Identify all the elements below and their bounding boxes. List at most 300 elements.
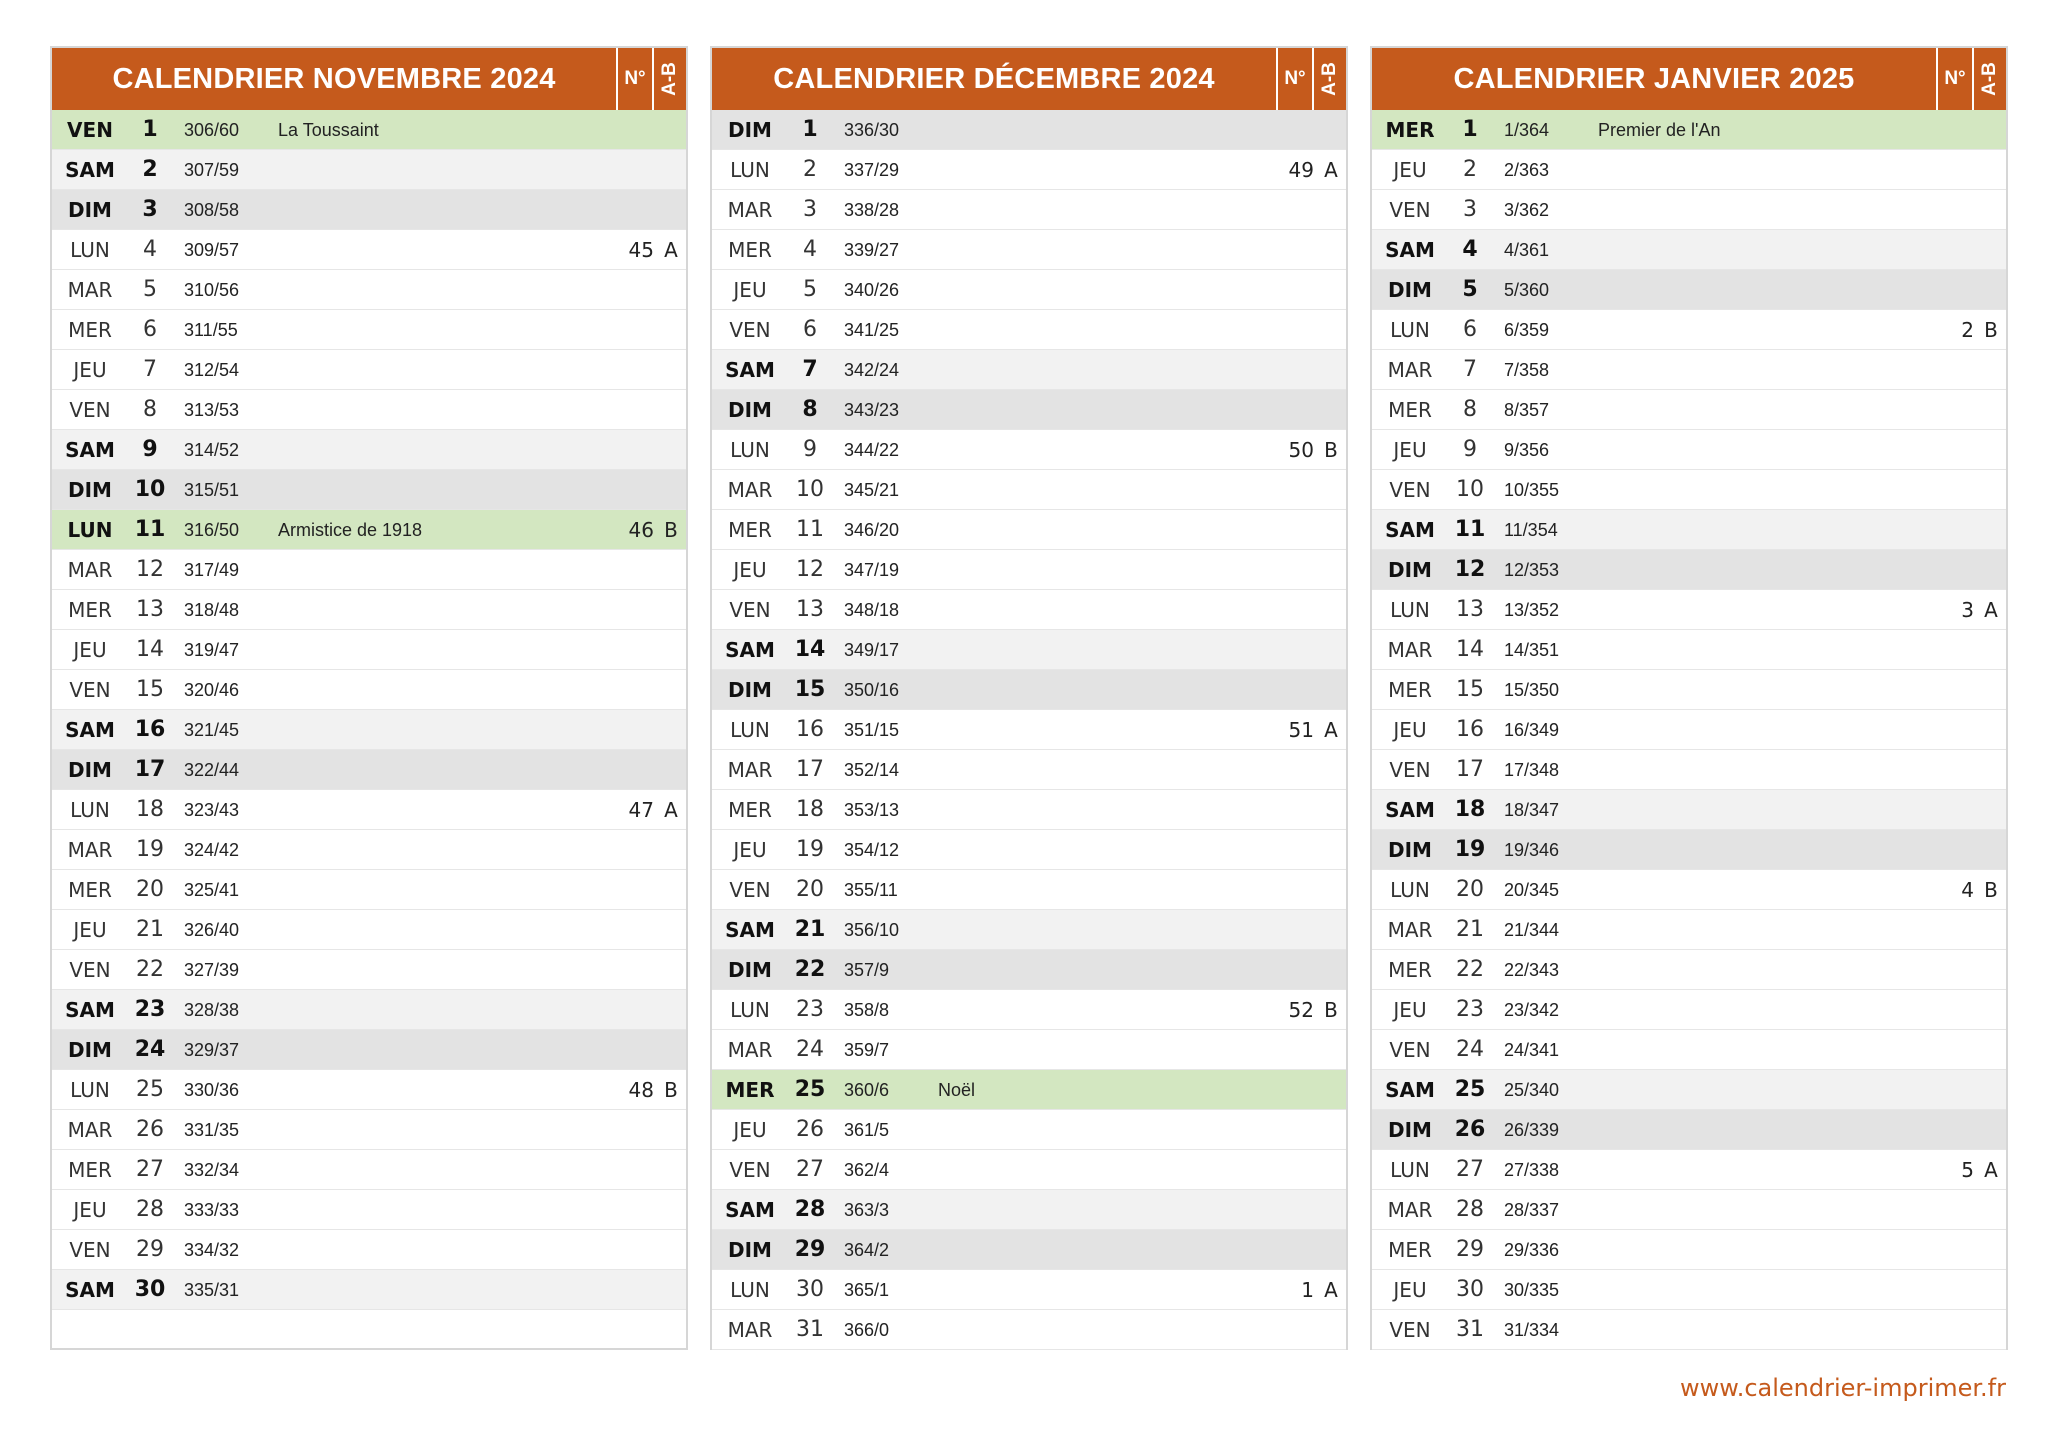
- day-row: [52, 1190, 686, 1230]
- ab-week: [1316, 510, 1346, 550]
- day-name: VEN: [69, 678, 111, 702]
- ab-week: [1976, 630, 2006, 670]
- event-label: [278, 390, 598, 430]
- day-row: [712, 350, 1346, 390]
- day-number: 16: [1456, 717, 1484, 742]
- day-row: [1372, 350, 2006, 390]
- day-number: 3: [1463, 197, 1477, 222]
- day-of-year: 331/35: [184, 1120, 240, 1140]
- day-row: [52, 270, 686, 310]
- day-of-year: 353/13: [844, 800, 900, 820]
- week-number-header: N°: [1936, 48, 1972, 110]
- day-of-year: 21/344: [1504, 920, 1560, 940]
- day-of-year: 20/345: [1504, 880, 1560, 900]
- event-label: [278, 630, 598, 670]
- day-number: 17: [134, 757, 166, 782]
- event-label: [278, 270, 598, 310]
- ab-week: [656, 950, 686, 990]
- day-row: [712, 510, 1346, 550]
- day-row: [1372, 990, 2006, 1030]
- ab-week: [1976, 950, 2006, 990]
- month-header: [52, 48, 686, 110]
- day-number: 23: [134, 997, 166, 1022]
- day-name: LUN: [730, 998, 770, 1022]
- day-row: [1372, 1110, 2006, 1150]
- day-row: [1372, 470, 2006, 510]
- day-number: 18: [796, 797, 824, 822]
- week-number: [612, 1270, 654, 1310]
- day-name: VEN: [1389, 198, 1431, 222]
- week-number: [1272, 1150, 1314, 1190]
- day-number: 7: [143, 357, 157, 382]
- ab-week: [656, 1030, 686, 1070]
- week-number: [612, 430, 654, 470]
- day-number: 23: [1456, 997, 1484, 1022]
- event-label: [938, 190, 1258, 230]
- ab-week: [1976, 510, 2006, 550]
- day-name: DIM: [728, 1238, 772, 1262]
- event-label: [938, 270, 1258, 310]
- day-row: [52, 710, 686, 750]
- day-number: 2: [803, 157, 817, 182]
- ab-week: [1316, 1190, 1346, 1230]
- day-of-year: 313/53: [184, 400, 240, 420]
- week-number: [612, 310, 654, 350]
- day-name: SAM: [1385, 238, 1435, 262]
- event-label: [1598, 470, 1918, 510]
- event-label: [278, 990, 598, 1030]
- day-row: [52, 750, 686, 790]
- day-row: [712, 910, 1346, 950]
- ab-week: [1976, 710, 2006, 750]
- event-label: [278, 350, 598, 390]
- ab-week: [1976, 390, 2006, 430]
- day-number: 25: [136, 1077, 164, 1102]
- week-number: [1932, 750, 1974, 790]
- week-number: 2: [1961, 318, 1974, 342]
- day-name: VEN: [67, 118, 113, 142]
- day-row: [52, 1270, 686, 1310]
- day-number: 14: [136, 637, 164, 662]
- day-number: 5: [803, 277, 817, 302]
- event-label: La Toussaint: [278, 120, 379, 140]
- week-number: [612, 350, 654, 390]
- ab-week: [656, 830, 686, 870]
- event-label: [1598, 950, 1918, 990]
- week-number: [612, 1030, 654, 1070]
- day-row: [52, 1110, 686, 1150]
- ab-week: [1976, 790, 2006, 830]
- day-of-year: 340/26: [844, 280, 900, 300]
- day-number: 19: [136, 837, 164, 862]
- ab-week: [1316, 1310, 1346, 1350]
- ab-week: [1316, 1030, 1346, 1070]
- day-of-year: 366/0: [844, 1320, 890, 1340]
- day-of-year: 14/351: [1504, 640, 1560, 660]
- event-label: [938, 390, 1258, 430]
- day-number: 19: [796, 837, 824, 862]
- day-name: MAR: [727, 758, 773, 782]
- day-name: VEN: [69, 958, 111, 982]
- day-row: [1372, 1030, 2006, 1070]
- ab-week-header-label: A-B: [1319, 62, 1340, 96]
- ab-week-header-label: A-B: [1979, 62, 2000, 96]
- day-of-year: 332/34: [184, 1160, 240, 1180]
- day-of-year: 339/27: [844, 240, 900, 260]
- event-label: [1598, 910, 1918, 950]
- day-of-year: 342/24: [844, 360, 900, 380]
- day-of-year: 360/6: [844, 1080, 890, 1100]
- event-label: [278, 1110, 598, 1150]
- day-number: 1: [142, 117, 158, 142]
- day-number: 13: [1456, 597, 1484, 622]
- event-label: [1598, 430, 1918, 470]
- month-november-2024: [50, 46, 688, 1350]
- event-label: [938, 1310, 1258, 1350]
- day-number: 10: [134, 477, 166, 502]
- day-name: VEN: [729, 1158, 771, 1182]
- day-row: [52, 1150, 686, 1190]
- day-of-year: 4/361: [1504, 240, 1550, 260]
- day-number: 2: [142, 157, 158, 182]
- day-number: 9: [803, 437, 817, 462]
- day-name: MER: [1388, 678, 1432, 702]
- day-name: DIM: [68, 478, 112, 502]
- day-of-year: 31/334: [1504, 1320, 1560, 1340]
- ab-week: B: [1324, 438, 1338, 462]
- day-row: [712, 630, 1346, 670]
- event-label: [1598, 1070, 1918, 1110]
- day-name: MER: [68, 598, 112, 622]
- day-name: JEU: [1393, 158, 1427, 182]
- week-number: [1272, 1310, 1314, 1350]
- ab-week: [656, 470, 686, 510]
- event-label: [278, 1150, 598, 1190]
- day-of-year: 17/348: [1504, 760, 1560, 780]
- event-label: [1598, 710, 1918, 750]
- day-number: 10: [1456, 477, 1484, 502]
- ab-week: B: [1984, 878, 1998, 902]
- event-label: [1598, 870, 1918, 910]
- day-row: [712, 190, 1346, 230]
- ab-week: [656, 630, 686, 670]
- day-of-year: 318/48: [184, 600, 240, 620]
- day-of-year: 311/55: [184, 320, 238, 340]
- day-of-year: 319/47: [184, 640, 240, 660]
- day-of-year: 310/56: [184, 280, 240, 300]
- day-name: MAR: [727, 1318, 773, 1342]
- day-name: JEU: [73, 1198, 107, 1222]
- ab-week: [1976, 430, 2006, 470]
- day-name: SAM: [1385, 798, 1435, 822]
- day-row: [52, 870, 686, 910]
- day-name: MER: [68, 318, 112, 342]
- day-of-year: 344/22: [844, 440, 900, 460]
- day-number: 25: [794, 1077, 826, 1102]
- day-row: [712, 1270, 1346, 1310]
- event-label: [938, 630, 1258, 670]
- day-of-year: 2/363: [1504, 160, 1550, 180]
- day-row: [52, 510, 686, 550]
- day-of-year: 349/17: [844, 640, 900, 660]
- day-name: JEU: [733, 838, 767, 862]
- day-of-year: 326/40: [184, 920, 240, 940]
- ab-week: [656, 990, 686, 1030]
- day-of-year: 364/2: [844, 1240, 890, 1260]
- day-of-year: 320/46: [184, 680, 240, 700]
- day-of-year: 365/1: [844, 1280, 890, 1300]
- week-number: [1272, 470, 1314, 510]
- day-of-year: 1/364: [1504, 120, 1550, 140]
- day-number: 24: [796, 1037, 824, 1062]
- day-name: SAM: [725, 638, 775, 662]
- day-name: SAM: [65, 718, 115, 742]
- day-row: [52, 590, 686, 630]
- day-name: MAR: [1387, 638, 1433, 662]
- day-of-year: 8/357: [1504, 400, 1550, 420]
- day-row: [712, 1310, 1346, 1350]
- day-row: [52, 150, 686, 190]
- month-header: [1372, 48, 2006, 110]
- event-label: [1598, 550, 1918, 590]
- ab-week: [1316, 270, 1346, 310]
- week-number: [1272, 510, 1314, 550]
- week-number: 50: [1288, 438, 1314, 462]
- day-number: 29: [1456, 1237, 1484, 1262]
- day-row: [712, 1230, 1346, 1270]
- day-of-year: 327/39: [184, 960, 240, 980]
- ab-week: [1976, 1190, 2006, 1230]
- day-of-year: 23/342: [1504, 1000, 1560, 1020]
- event-label: [938, 990, 1258, 1030]
- day-number: 24: [1456, 1037, 1484, 1062]
- event-label: [278, 710, 598, 750]
- week-number: [1272, 350, 1314, 390]
- day-of-year: 359/7: [844, 1040, 890, 1060]
- day-number: 24: [134, 1037, 166, 1062]
- day-row: [52, 550, 686, 590]
- week-number: [1932, 1190, 1974, 1230]
- day-row: [1372, 710, 2006, 750]
- day-row: [1372, 390, 2006, 430]
- ab-week: [1316, 550, 1346, 590]
- day-row: [1372, 1190, 2006, 1230]
- day-name: SAM: [725, 1198, 775, 1222]
- day-name: LUN: [730, 718, 770, 742]
- day-of-year: 351/15: [844, 720, 900, 740]
- event-label: [278, 550, 598, 590]
- week-number: [612, 1230, 654, 1270]
- day-name: DIM: [728, 958, 772, 982]
- day-number: 4: [1462, 237, 1478, 262]
- ab-week: A: [664, 798, 678, 822]
- week-number: [612, 830, 654, 870]
- week-number: [1932, 630, 1974, 670]
- week-number: [612, 550, 654, 590]
- week-number: 51: [1288, 718, 1314, 742]
- day-row: [52, 390, 686, 430]
- ab-week: [656, 350, 686, 390]
- week-number: [612, 1150, 654, 1190]
- event-label: [1598, 190, 1918, 230]
- day-row: [1372, 1230, 2006, 1270]
- week-number: [612, 990, 654, 1030]
- event-label: [278, 750, 598, 790]
- event-label: [938, 550, 1258, 590]
- event-label: [278, 1070, 598, 1110]
- ab-week: [656, 670, 686, 710]
- day-number: 18: [136, 797, 164, 822]
- week-number: [1932, 190, 1974, 230]
- event-label: [938, 150, 1258, 190]
- ab-week: [656, 750, 686, 790]
- week-number: [1272, 590, 1314, 630]
- day-number: 29: [136, 1237, 164, 1262]
- day-number: 20: [1456, 877, 1484, 902]
- ab-week: B: [1324, 998, 1338, 1022]
- day-name: MER: [68, 878, 112, 902]
- event-label: [1598, 510, 1918, 550]
- day-number: 27: [136, 1157, 164, 1182]
- event-label: [278, 1190, 598, 1230]
- day-number: 30: [134, 1277, 166, 1302]
- day-row: [52, 310, 686, 350]
- day-row: [1372, 1070, 2006, 1110]
- week-number: [612, 1190, 654, 1230]
- day-name: VEN: [1389, 1038, 1431, 1062]
- day-name: LUN: [1390, 1158, 1430, 1182]
- ab-week: [1316, 750, 1346, 790]
- day-name: LUN: [730, 438, 770, 462]
- week-number: 46: [628, 518, 654, 542]
- day-row: [712, 1190, 1346, 1230]
- week-number: [612, 870, 654, 910]
- footer-url[interactable]: www.calendrier-imprimer.fr: [1680, 1374, 2006, 1402]
- week-number: [1272, 1030, 1314, 1070]
- event-label: [278, 1270, 598, 1310]
- day-rows: [1372, 110, 2006, 1350]
- day-name: MAR: [727, 478, 773, 502]
- day-number: 9: [142, 437, 158, 462]
- event-label: [278, 470, 598, 510]
- day-number: 6: [803, 317, 817, 342]
- ab-week: [1976, 1270, 2006, 1310]
- day-name: JEU: [73, 358, 107, 382]
- event-label: [278, 670, 598, 710]
- day-number: 28: [794, 1197, 826, 1222]
- event-label: Noël: [938, 1080, 976, 1100]
- day-number: 5: [143, 277, 157, 302]
- week-number: [1272, 670, 1314, 710]
- week-number: [1272, 790, 1314, 830]
- ab-week: [656, 1270, 686, 1310]
- ab-week: [656, 270, 686, 310]
- event-label: [1598, 310, 1918, 350]
- month-january-2025: [1370, 46, 2008, 1350]
- day-row: [1372, 750, 2006, 790]
- day-name: SAM: [65, 998, 115, 1022]
- day-of-year: 338/28: [844, 200, 900, 220]
- ab-week-header: [1312, 48, 1346, 110]
- day-number: 20: [136, 877, 164, 902]
- event-label: [1598, 630, 1918, 670]
- day-row: [1372, 430, 2006, 470]
- ab-week: A: [1324, 158, 1338, 182]
- day-number: 12: [796, 557, 824, 582]
- day-name: VEN: [729, 878, 771, 902]
- day-name: MAR: [1387, 358, 1433, 382]
- day-name: DIM: [68, 758, 112, 782]
- week-number: [612, 630, 654, 670]
- event-label: [278, 430, 598, 470]
- day-of-year: 22/343: [1504, 960, 1560, 980]
- day-name: MAR: [67, 1118, 113, 1142]
- day-of-year: 312/54: [184, 360, 240, 380]
- event-label: [1598, 1270, 1918, 1310]
- week-number: [1272, 310, 1314, 350]
- ab-week: [1976, 190, 2006, 230]
- day-of-year: 15/350: [1504, 680, 1560, 700]
- week-number: [612, 950, 654, 990]
- day-number: 1: [1462, 117, 1478, 142]
- ab-week: [656, 310, 686, 350]
- day-row: [52, 790, 686, 830]
- ab-week: [1316, 630, 1346, 670]
- month-header: [712, 48, 1346, 110]
- day-name: MAR: [727, 198, 773, 222]
- week-number: [612, 190, 654, 230]
- day-row: [52, 990, 686, 1030]
- event-label: [278, 190, 598, 230]
- event-label: [1598, 790, 1918, 830]
- day-row: [1372, 150, 2006, 190]
- week-number: [1932, 950, 1974, 990]
- day-of-year: 355/11: [844, 880, 898, 900]
- day-row: [52, 470, 686, 510]
- day-of-year: 363/3: [844, 1200, 890, 1220]
- day-number: 22: [794, 957, 826, 982]
- event-label: [938, 310, 1258, 350]
- day-name: DIM: [1388, 1118, 1432, 1142]
- week-number: [1932, 470, 1974, 510]
- day-name: MER: [728, 518, 772, 542]
- ab-week: [1976, 1030, 2006, 1070]
- ab-week: [1316, 950, 1346, 990]
- day-name: VEN: [69, 398, 111, 422]
- day-name: DIM: [728, 678, 772, 702]
- day-row: [52, 630, 686, 670]
- week-number: [612, 270, 654, 310]
- day-number: 5: [1462, 277, 1478, 302]
- week-number: [612, 590, 654, 630]
- event-label: [938, 1270, 1258, 1310]
- day-of-year: 28/337: [1504, 1200, 1560, 1220]
- ab-week: B: [664, 1078, 678, 1102]
- week-number: [1932, 350, 1974, 390]
- day-name: DIM: [1388, 838, 1432, 862]
- day-name: MAR: [1387, 1198, 1433, 1222]
- day-name: LUN: [1390, 318, 1430, 342]
- day-of-year: 25/340: [1504, 1080, 1560, 1100]
- day-row: [52, 950, 686, 990]
- week-number: [612, 910, 654, 950]
- ab-week: A: [1324, 718, 1338, 742]
- day-name: SAM: [1385, 518, 1435, 542]
- day-number: 13: [796, 597, 824, 622]
- day-of-year: 325/41: [184, 880, 240, 900]
- event-label: [938, 110, 1258, 150]
- day-name: MAR: [67, 838, 113, 862]
